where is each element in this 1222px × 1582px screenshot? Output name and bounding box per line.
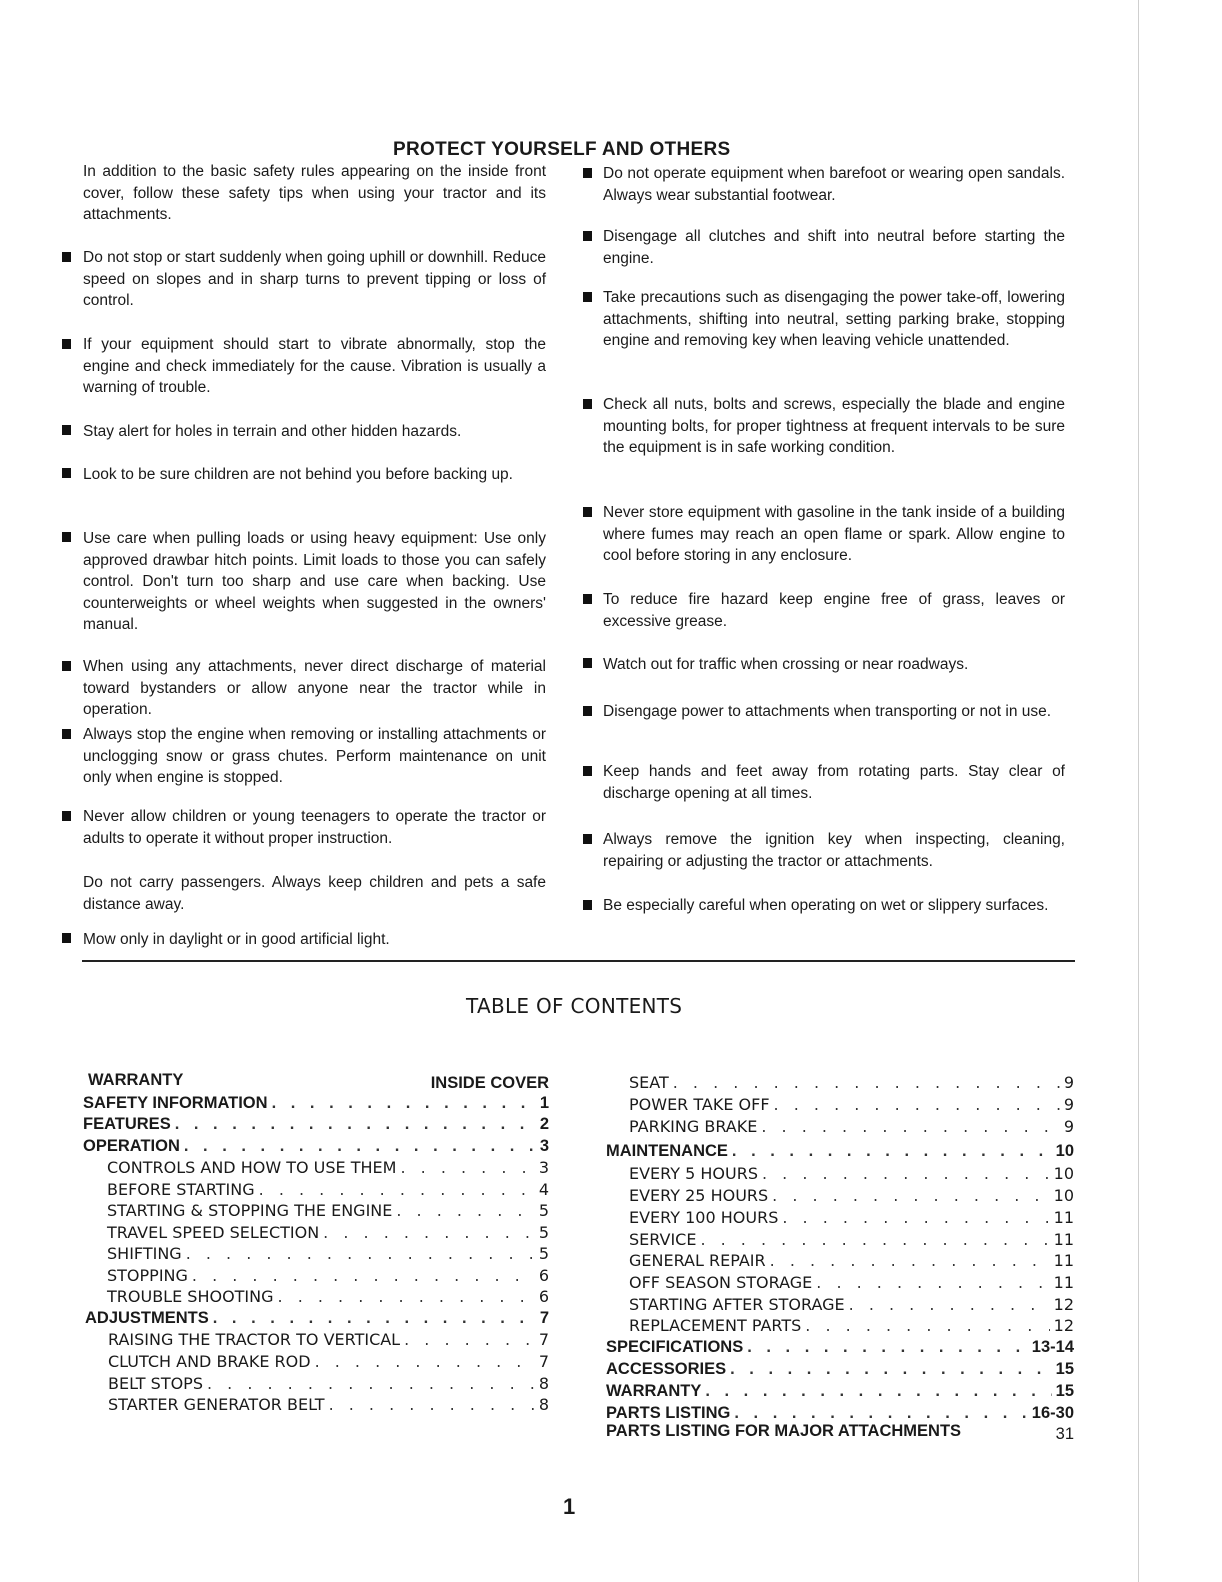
toc-entry-page: 9 xyxy=(1063,1117,1074,1136)
toc-entry-title: TRAVEL SPEED SELECTION xyxy=(107,1223,320,1242)
toc-entry[interactable] xyxy=(629,1117,1074,1138)
toc-entry-title: STARTER GENERATOR BELT xyxy=(108,1395,325,1414)
dot-leader xyxy=(315,1352,535,1371)
toc-entry-page: 9 xyxy=(1063,1073,1074,1092)
toc-entry[interactable] xyxy=(108,1330,549,1351)
toc-entry[interactable] xyxy=(606,1422,1074,1443)
toc-entry-page: 15 xyxy=(1055,1360,1074,1378)
dot-leader xyxy=(762,1164,1050,1183)
dot-leader xyxy=(849,1295,1050,1314)
toc-entry-page: 4 xyxy=(538,1180,549,1199)
toc-entry-title: WARRANTY xyxy=(88,1071,184,1089)
safety-tip: Do not operate equipment when barefoot or wearing open sandals. Always wear substantial footwear. xyxy=(603,165,1065,204)
dot-leader xyxy=(734,1404,1027,1423)
toc-entry[interactable] xyxy=(629,1316,1074,1337)
toc-entry-title: CLUTCH AND BRAKE ROD xyxy=(108,1352,311,1371)
toc-entry[interactable] xyxy=(629,1273,1074,1294)
safety-tip: Stay alert for holes in terrain and other hidden hazards. xyxy=(83,423,462,440)
dot-leader xyxy=(404,1330,535,1349)
toc-entry-title: STOPPING xyxy=(107,1266,188,1285)
dot-leader xyxy=(816,1273,1049,1292)
toc-entry-title: CONTROLS AND HOW TO USE THEM xyxy=(107,1158,397,1177)
dot-leader xyxy=(770,1251,1050,1270)
toc-entry[interactable] xyxy=(88,1071,549,1092)
safety-tip: Look to be sure children are not behind you before backing up. xyxy=(83,466,513,483)
toc-entry[interactable] xyxy=(107,1201,549,1222)
toc-entry-page: 11 xyxy=(1053,1208,1074,1227)
bullet-icon xyxy=(583,292,592,302)
toc-entry[interactable] xyxy=(606,1338,1074,1359)
toc-entry[interactable] xyxy=(629,1164,1074,1185)
safety-tip: Be especially careful when operating on wet or slippery surfaces. xyxy=(603,897,1049,914)
safety-tip: Mow only in daylight or in good artificial light. xyxy=(83,931,390,948)
bullet-icon xyxy=(583,507,592,517)
safety-tip: Use care when pulling loads or using heavy equipment: Use only approved drawbar hitch points. Limit loads to those you can safely control. Don't turn too sharp and use care when backing. Use counterweights or wheel weights when suggested in the owners' manual. xyxy=(83,530,546,633)
toc-entry[interactable] xyxy=(83,1115,549,1136)
toc-entry-page: 8 xyxy=(538,1374,549,1393)
toc-entry-title: BEFORE STARTING xyxy=(107,1180,255,1199)
toc-entry-page: 11 xyxy=(1053,1230,1074,1249)
dot-leader xyxy=(400,1158,534,1177)
toc-entry-title: FEATURES xyxy=(83,1115,171,1133)
dot-leader xyxy=(323,1223,535,1242)
toc-entry-title: WARRANTY xyxy=(606,1382,702,1400)
toc-entry-page: 3 xyxy=(538,1158,549,1177)
toc-entry-title: OFF SEASON STORAGE xyxy=(629,1273,813,1292)
toc-entry-page: 5 xyxy=(538,1201,549,1220)
safety-tip: Always remove the ignition key when inspecting, cleaning, repairing or adjusting the tractor or attachments. xyxy=(603,831,1065,870)
toc-entry-title: GENERAL REPAIR xyxy=(629,1251,766,1270)
safety-tip: To reduce fire hazard keep engine free of grass, leaves or excessive grease. xyxy=(603,591,1065,630)
toc-entry[interactable] xyxy=(629,1251,1074,1272)
toc-entry[interactable] xyxy=(107,1158,549,1179)
toc-entry[interactable] xyxy=(629,1073,1074,1094)
toc-entry-title: PARKING BRAKE xyxy=(629,1117,758,1136)
dot-leader xyxy=(732,1142,1052,1161)
toc-entry[interactable] xyxy=(85,1309,549,1330)
dot-leader xyxy=(396,1201,534,1220)
toc-entry-page: 2 xyxy=(539,1115,549,1133)
dot-leader xyxy=(213,1309,536,1328)
toc-entry-title: ADJUSTMENTS xyxy=(85,1309,209,1327)
toc-entry-title: STARTING & STOPPING THE ENGINE xyxy=(107,1201,393,1220)
toc-entry[interactable] xyxy=(83,1137,549,1158)
toc-entry[interactable] xyxy=(107,1266,549,1287)
toc-entry[interactable] xyxy=(107,1244,549,1265)
toc-entry-title: ACCESSORIES xyxy=(606,1360,727,1378)
toc-entry-page: 5 xyxy=(538,1244,549,1263)
toc-entry-title: PARTS LISTING FOR MAJOR ATTACHMENTS xyxy=(606,1422,962,1440)
dot-leader xyxy=(175,1115,536,1134)
toc-entry-title: EVERY 5 HOURS xyxy=(629,1164,758,1183)
toc-entry-page: 6 xyxy=(538,1266,549,1285)
page-edge-line xyxy=(1138,0,1139,1582)
toc-entry-page: 31 xyxy=(1055,1425,1074,1443)
toc-entry-page: 11 xyxy=(1053,1273,1074,1292)
bullet-icon xyxy=(583,168,592,178)
bullet-icon xyxy=(62,532,71,542)
toc-entry-page: 3 xyxy=(539,1137,549,1155)
bullet-icon xyxy=(583,658,592,668)
toc-entry[interactable] xyxy=(107,1180,549,1201)
safety-tip: Never store equipment with gasoline in the tank inside of a building where fumes may reach an open flame or spark. Allow engine to cool before storing in any enclosure. xyxy=(603,504,1065,564)
toc-entry-title: SAFETY INFORMATION xyxy=(83,1094,268,1112)
toc-entry[interactable] xyxy=(107,1287,549,1308)
toc-entry-page: 12 xyxy=(1053,1316,1074,1335)
toc-entry-page: 12 xyxy=(1053,1295,1074,1314)
toc-entry-page: 15 xyxy=(1055,1382,1074,1400)
toc-entry-page: 1 xyxy=(539,1094,549,1112)
dot-leader xyxy=(278,1287,535,1306)
toc-entry-title: REPLACEMENT PARTS xyxy=(629,1316,802,1335)
bullet-icon xyxy=(583,900,592,910)
bullet-icon xyxy=(583,594,592,604)
toc-entry-page: 16-30 xyxy=(1031,1404,1074,1422)
safety-tip: Always stop the engine when removing or installing attachments or unclogging snow or grass chutes. Perform maintenance on unit only when engine is stopped. xyxy=(83,726,546,786)
section-divider xyxy=(82,960,1075,962)
toc-entry-title: SERVICE xyxy=(629,1230,697,1249)
bullet-icon xyxy=(583,231,592,241)
bullet-icon xyxy=(62,729,71,739)
toc-entry-page: 7 xyxy=(538,1330,549,1349)
toc-entry-title: SEAT xyxy=(629,1073,669,1092)
toc-entry[interactable] xyxy=(606,1142,1074,1163)
toc-entry-title: RAISING THE TRACTOR TO VERTICAL xyxy=(108,1330,401,1349)
toc-entry-page: 13-14 xyxy=(1031,1338,1074,1356)
dot-leader xyxy=(272,1094,536,1113)
safety-tip: Take precautions such as disengaging the power take-off, lowering attachments, shifting into neutral, setting parking brake, stopping engine and removing key when leaving vehicle unattended. xyxy=(603,289,1065,349)
dot-leader xyxy=(700,1230,1049,1249)
safety-tip: Disengage power to attachments when transporting or not in use. xyxy=(603,703,1052,720)
dot-leader xyxy=(782,1208,1049,1227)
safety-tip: Do not carry passengers. Always keep children and pets a safe distance away. xyxy=(83,874,546,913)
toc-entry-page: 10 xyxy=(1053,1164,1074,1183)
bullet-icon xyxy=(583,834,592,844)
dot-leader xyxy=(774,1095,1060,1114)
bullet-icon xyxy=(62,811,71,821)
toc-entry-title: EVERY 25 HOURS xyxy=(629,1186,769,1205)
toc-entry-page: 10 xyxy=(1053,1186,1074,1205)
dot-leader xyxy=(761,1117,1059,1136)
toc-entry-page: 7 xyxy=(539,1309,549,1327)
toc-entry-title: TROUBLE SHOOTING xyxy=(107,1287,274,1306)
toc-entry[interactable] xyxy=(107,1223,549,1244)
dot-leader xyxy=(673,1073,1060,1092)
toc-entry-page: 11 xyxy=(1053,1251,1074,1270)
toc-entry-page: 7 xyxy=(538,1352,549,1371)
safety-tip: When using any attachments, never direct discharge of material toward bystanders or allow anyone near the tractor while in operation. xyxy=(83,658,546,718)
toc-entry-title: SHIFTING xyxy=(107,1244,182,1263)
toc-entry-page: 9 xyxy=(1063,1095,1074,1114)
toc-entry[interactable] xyxy=(108,1374,549,1395)
toc-entry-title: SPECIFICATIONS xyxy=(606,1338,744,1356)
toc-entry[interactable] xyxy=(629,1095,1074,1116)
dot-leader xyxy=(772,1186,1049,1205)
safety-tip: Never allow children or young teenagers to operate the tractor or adults to operate it without proper instruction. xyxy=(83,808,546,847)
safety-tip: Disengage all clutches and shift into neutral before starting the engine. xyxy=(603,228,1065,267)
toc-entry[interactable] xyxy=(629,1186,1074,1207)
toc-entry-title: MAINTENANCE xyxy=(606,1142,728,1160)
bullet-icon xyxy=(583,399,592,409)
toc-entry-page: INSIDE COVER xyxy=(430,1074,549,1092)
toc-entry-page: 8 xyxy=(538,1395,549,1414)
safety-section-title: PROTECT YOURSELF AND OTHERS xyxy=(393,139,731,160)
toc-entry[interactable] xyxy=(108,1395,549,1416)
bullet-icon xyxy=(62,252,71,262)
toc-entry-title: OPERATION xyxy=(83,1137,180,1155)
safety-intro: In addition to the basic safety rules appearing on the inside front cover, follow these safety tips when using your tractor and its attachments. xyxy=(83,163,546,223)
dot-leader xyxy=(705,1382,1051,1401)
toc-entry-title: POWER TAKE OFF xyxy=(629,1095,770,1114)
dot-leader xyxy=(259,1180,535,1199)
bullet-icon xyxy=(62,933,71,943)
toc-entry-page: 6 xyxy=(538,1287,549,1306)
safety-tip: Check all nuts, bolts and screws, especially the blade and engine mounting bolts, for proper tightness at frequent intervals to be sure the equipment is in safe working condition. xyxy=(603,396,1065,456)
safety-tip: Keep hands and feet away from rotating parts. Stay clear of discharge opening at all times. xyxy=(603,763,1065,802)
dot-leader xyxy=(207,1374,535,1393)
dot-leader xyxy=(805,1316,1049,1335)
safety-tip: If your equipment should start to vibrate abnormally, stop the engine and check immediately for the cause. Vibration is usually a warning of trouble. xyxy=(83,336,546,396)
toc-entry-title: PARTS LISTING xyxy=(606,1404,731,1422)
toc-entry-page: 5 xyxy=(538,1223,549,1242)
dot-leader xyxy=(329,1395,535,1414)
bullet-icon xyxy=(583,706,592,716)
safety-tip: Watch out for traffic when crossing or near roadways. xyxy=(603,656,969,673)
dot-leader xyxy=(186,1244,535,1263)
toc-entry[interactable] xyxy=(83,1094,549,1115)
toc-entry[interactable] xyxy=(629,1295,1074,1316)
toc-entry[interactable] xyxy=(629,1230,1074,1251)
page-number: 1 xyxy=(563,1494,576,1519)
bullet-icon xyxy=(62,339,71,349)
toc-entry[interactable] xyxy=(606,1360,1074,1381)
toc-entry-title: STARTING AFTER STORAGE xyxy=(629,1295,845,1314)
dot-leader xyxy=(192,1266,535,1285)
bullet-icon xyxy=(62,661,71,671)
dot-leader xyxy=(747,1338,1028,1357)
toc-entry-page: 10 xyxy=(1055,1142,1074,1160)
bullet-icon xyxy=(583,766,592,776)
dot-leader xyxy=(730,1360,1052,1379)
toc-entry-title: BELT STOPS xyxy=(108,1374,203,1393)
bullet-icon xyxy=(62,425,71,435)
safety-tip: Do not stop or start suddenly when going uphill or downhill. Reduce speed on slopes and in sharp turns to prevent tipping or loss of control. xyxy=(83,249,546,309)
toc-entry-title: EVERY 100 HOURS xyxy=(629,1208,779,1227)
toc-entry[interactable] xyxy=(108,1352,549,1373)
dot-leader xyxy=(184,1137,536,1156)
bullet-icon xyxy=(62,468,71,478)
toc-entry[interactable] xyxy=(606,1382,1074,1403)
toc-title: TABLE OF CONTENTS xyxy=(466,994,683,1018)
toc-entry[interactable] xyxy=(629,1208,1074,1229)
